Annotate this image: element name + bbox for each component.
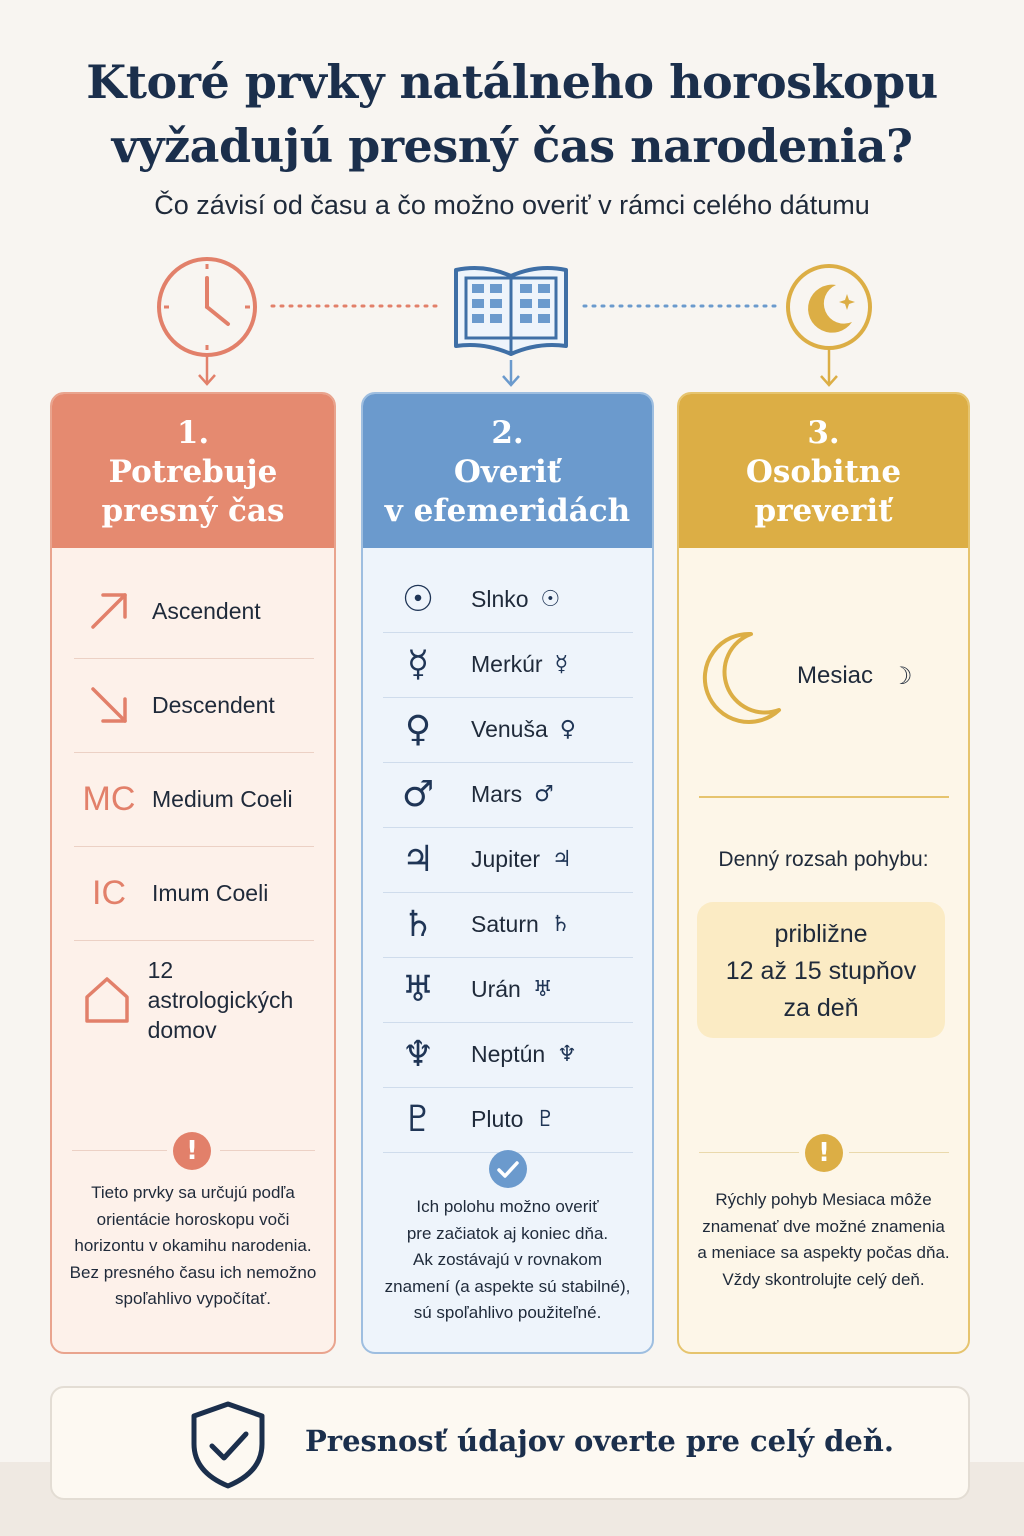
card-note: Tieto prvky sa určujú podľa orientácie horoskopu voči horizontu v okamihu narodenia. Bez presného času ich nemožno spoľahlivo vypočítať. [69,1183,317,1308]
top-icon-row [0,250,1024,400]
card-check-ephemeris [361,392,654,1354]
range-value-box: približne 12 až 15 stupňov za deň [697,902,945,1038]
house-icon [74,975,140,1025]
ic-icon: IC [92,873,126,912]
ephemeris-book-icon [456,268,566,385]
moon-star-icon [788,266,870,385]
footer-banner [50,1386,970,1500]
divider [220,1150,315,1151]
card-header: 3. Osobitne preveriť [679,394,968,548]
list-item: ♇ Pluto ♇ [383,1087,633,1153]
list-item: IC Imum Coeli [74,846,314,941]
shield-check-icon [188,1400,268,1490]
uranus-icon: ♅ [401,969,435,1010]
jupiter-icon: ♃ [552,847,572,872]
neptune-icon: ♆ [557,1042,577,1067]
card-header: 2. Overiť v efemeridách [363,394,652,548]
mc-icon: MC [82,779,136,818]
pluto-icon: ♇ [535,1107,556,1132]
moon-icon: ☽ [891,662,913,690]
list-item: ♃ Jupiter ♃ [383,827,633,893]
range-label: Denný rozsah pohybu: [718,848,929,871]
divider [849,1152,949,1153]
arrow-down-right-icon [74,683,144,727]
page-subtitle: Čo závisí od času a čo možno overiť v rámci celého dátumu [154,190,870,220]
footer-text: Presnosť údajov overte pre celý deň. [305,1424,894,1458]
list-item: MC Medium Coeli [74,752,314,847]
large-moon-icon [701,630,785,724]
list-item: ♆ Neptún ♆ [383,1022,633,1088]
list-item: ☉ Slnko ☉ [383,567,633,633]
card-needs-exact-time [50,392,336,1354]
mercury-icon: ☿ [554,652,569,677]
saturn-icon: ♄ [401,904,435,945]
list-item: 12 astrologických domov [74,950,314,1050]
divider [699,796,949,798]
neptune-icon: ♆ [401,1034,435,1075]
list-item: Ascendent [74,564,314,659]
sun-icon: ☉ [401,579,435,620]
card-header: 1. Potrebuje presný čas [52,394,334,548]
page-title: Ktoré prvky natálneho horoskopu vyžadujú presný čas narodenia? [86,55,938,173]
mars-icon: ♂ [534,782,554,807]
list-item: ♄ Saturn ♄ [383,892,633,958]
card-note: Ich polohu možno overiť pre začiatok aj koniec dňa. Ak zostávajú v rovnakom znamení (a aspekte sú stabilné), sú spoľahlivo použiteľné. [384,1197,631,1322]
list-item: ♂ Mars ♂ [383,762,633,828]
alert-icon: ! [173,1132,211,1170]
uranus-icon: ♅ [532,977,553,1002]
jupiter-icon: ♃ [401,839,435,880]
venus-icon: ♀ [404,709,432,750]
pluto-icon: ♇ [401,1099,435,1140]
divider [72,1150,167,1151]
venus-icon: ♀ [559,717,576,742]
list-item: ♀ Venuša ♀ [383,697,633,763]
check-circle-icon [488,1149,528,1189]
clock-icon [159,259,255,384]
sun-icon: ☉ [540,587,561,612]
card-check-separately [677,392,970,1354]
mercury-icon: ☿ [406,644,430,685]
alert-icon: ! [805,1134,843,1172]
divider [699,1152,799,1153]
arrow-up-right-icon [74,589,144,633]
list-item: ♅ Urán ♅ [383,957,633,1023]
list-item: ☿ Merkúr ☿ [383,632,633,698]
card-note: Rýchly pohyb Mesiaca môže znamenať dve možné znamenia a meniace sa aspekty počas dňa. Vždy skontrolujte celý deň. [697,1190,950,1289]
saturn-icon: ♄ [550,912,571,937]
moon-row: Mesiac ☽ [797,662,913,690]
mars-icon: ♂ [401,774,435,815]
list-item: Descendent [74,658,314,753]
